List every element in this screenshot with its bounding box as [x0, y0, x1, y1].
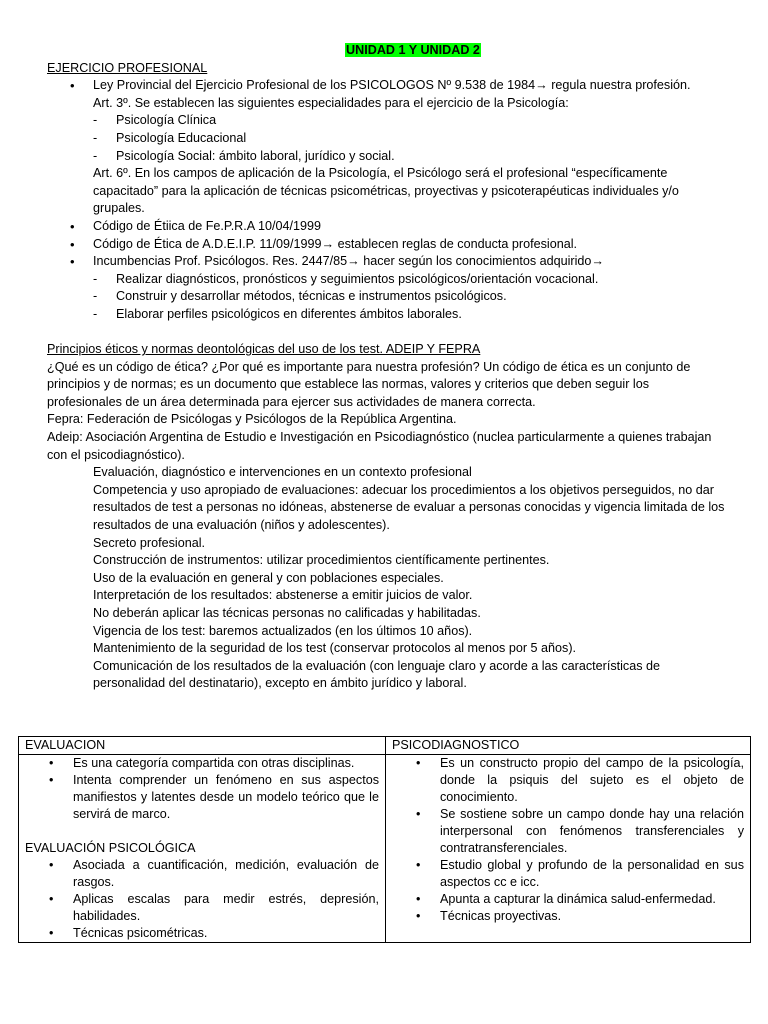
header-psicodiagnostico: PSICODIAGNOSTICO: [386, 737, 751, 755]
document-title: UNIDAD 1 Y UNIDAD 2: [346, 43, 480, 57]
list-item: • Es una categoría compartida con otras disciplinas.: [73, 755, 379, 772]
list-item: • Estudio global y profundo de la personalidad en sus aspectos cc e icc.: [440, 857, 744, 891]
principio-item: Mantenimiento de la seguridad de los test (conservar protocolos al menos por 5 años).: [93, 641, 577, 656]
list-item: • Técnicas psicométricas.: [73, 925, 379, 942]
section-heading-principios: Principios éticos y normas deontológicas del uso de los test. ADEIP Y FEPRA: [47, 342, 481, 357]
list-item-codigo-adeip: • Código de Ética de A.D.E.I.P. 11/09/1999→ establecen reglas de conducta profesional.: [93, 236, 727, 254]
cell-evaluacion: [19, 755, 386, 943]
incumbencia-item: - Elaborar perfiles psicológicos en diferentes ámbitos laborales.: [116, 306, 727, 324]
principio-item: Vigencia de los test: baremos actualizados (en los últimos 10 años).: [93, 623, 473, 638]
especialidad-item: - Psicología Educacional: [116, 130, 727, 148]
title-line: [99, 42, 727, 60]
principio-item: Secreto profesional.: [93, 535, 206, 550]
art3-text: Art. 3º. Se establecen las siguientes especialidades para el ejercicio de la Psicología:: [93, 95, 569, 110]
evaluacion-psicologica-list: [25, 857, 379, 942]
principio-item: Comunicación de los resultados de la evaluación (con lenguaje claro y acorde a las características de personalidad del destinatario), excepto en ámbito jurídico y laboral.: [93, 658, 661, 691]
list-item: • Intenta comprender un fenómeno en sus aspectos manifiestos y latentes desde un modelo teórico que le servirá de marco.: [73, 772, 379, 823]
psicodiagnostico-list: [392, 755, 744, 925]
intro-paragraph: ¿Qué es un código de ética? ¿Por qué es importante para nuestra profesión? Un código de ética es un conjunto de principios y de normas; es un documento que establece las normas, valores y criterios que deben seguir los profesionales de un área determinada para ejercer sus actividades de manera correcta.: [47, 359, 691, 409]
list-item-codigo-fepra: • Código de Étiica de Fe.P.R.A 10/04/1999: [93, 218, 727, 236]
evaluacion-list: [25, 755, 379, 823]
principio-item: Construcción de instrumentos: utilizar procedimientos científicamente pertinentes.: [93, 553, 550, 568]
list-item: • Asociada a cuantificación, medición, evaluación de rasgos.: [73, 857, 379, 891]
art6-text: Art. 6º. En los campos de aplicación de la Psicología, el Psicólogo será el profesional “específicamente capacitado” para la aplicación de técnicas psicométricas, proyectivas y psicoterapéuticas individuales y/o grupales.: [93, 166, 679, 216]
evaluacion-psicologica-title: EVALUACIÓN PSICOLÓGICA: [25, 841, 196, 855]
list-item-incumbencias: [93, 253, 727, 323]
principio-item: Evaluación, diagnóstico e intervenciones en un contexto profesional: [93, 465, 472, 480]
incumbencia-item: - Construir y desarrollar métodos, técnicas e instrumentos psicológicos.: [116, 288, 727, 306]
principio-item: Interpretación de los resultados: abstenerse a emitir juicios de valor.: [93, 588, 473, 603]
document-page: [47, 42, 727, 693]
principio-item: Competencia y uso apropiado de evaluaciones: adecuar los procedimientos a los objetivos perseguidos, no dar resultados de test a personas no idóneas, abstenerse de evaluar a personas conocidas y vigencia limitada de los resultados de una evaluación (niños y adolescentes).: [93, 482, 725, 533]
list-item: • Aplicas escalas para medir estrés, depresión, habilidades.: [73, 891, 379, 925]
table-row: [19, 755, 751, 943]
list-item: • Técnicas proyectivas.: [440, 908, 744, 925]
principios-list: [47, 464, 727, 693]
especialidad-item: - Psicología Social: ámbito laboral, jurídico y social.: [116, 148, 727, 166]
especialidad-item: - Psicología Clínica: [116, 112, 727, 130]
list-item-ley: [93, 77, 727, 218]
list-item: • Se sostiene sobre un campo donde hay una relación interpersonal con fenómenos transferenciales y contratransferenciales.: [440, 806, 744, 857]
principio-item: Uso de la evaluación en general y con poblaciones especiales.: [93, 570, 444, 585]
list-item: • Es un constructo propio del campo de la psicología, donde la psiquis del sujeto es el objeto de conocimiento.: [440, 755, 744, 806]
section-heading-ejercicio: EJERCICIO PROFESIONAL: [47, 60, 208, 75]
list-item: • Apunta a capturar la dinámica salud-enfermedad.: [440, 891, 744, 908]
principio-item: No deberán aplicar las técnicas personas no calificadas y habilitadas.: [93, 606, 481, 620]
incumbencias-text: • Incumbencias Prof. Psicólogos. Res. 2447/85→ hacer según los conocimientos adquirido→: [93, 254, 605, 269]
incumbencias-list: [93, 271, 727, 324]
comparison-table: [18, 736, 751, 943]
cell-psicodiagnostico: [386, 755, 751, 943]
header-evaluacion: EVALUACION: [19, 737, 386, 755]
ley-text: • Ley Provincial del Ejercicio Profesional de los PSICOLOGOS Nº 9.538 de 1984→ regula nuestra profesión.: [93, 78, 691, 93]
adeip-paragraph: Adeip: Asociación Argentina de Estudio e Investigación en Psicodiagnóstico (nuclea particularmente a quienes trabajan con el psicodiagnóstico).: [47, 430, 712, 462]
incumbencia-item: - Realizar diagnósticos, pronósticos y seguimientos psicológicos/orientación vocacional.: [116, 271, 727, 289]
ejercicio-list: [47, 77, 727, 323]
table-header-row: [19, 737, 751, 755]
especialidades-list: [93, 112, 727, 165]
fepra-paragraph: Fepra: Federación de Psicólogas y Psicólogos de la República Argentina.: [47, 412, 457, 427]
